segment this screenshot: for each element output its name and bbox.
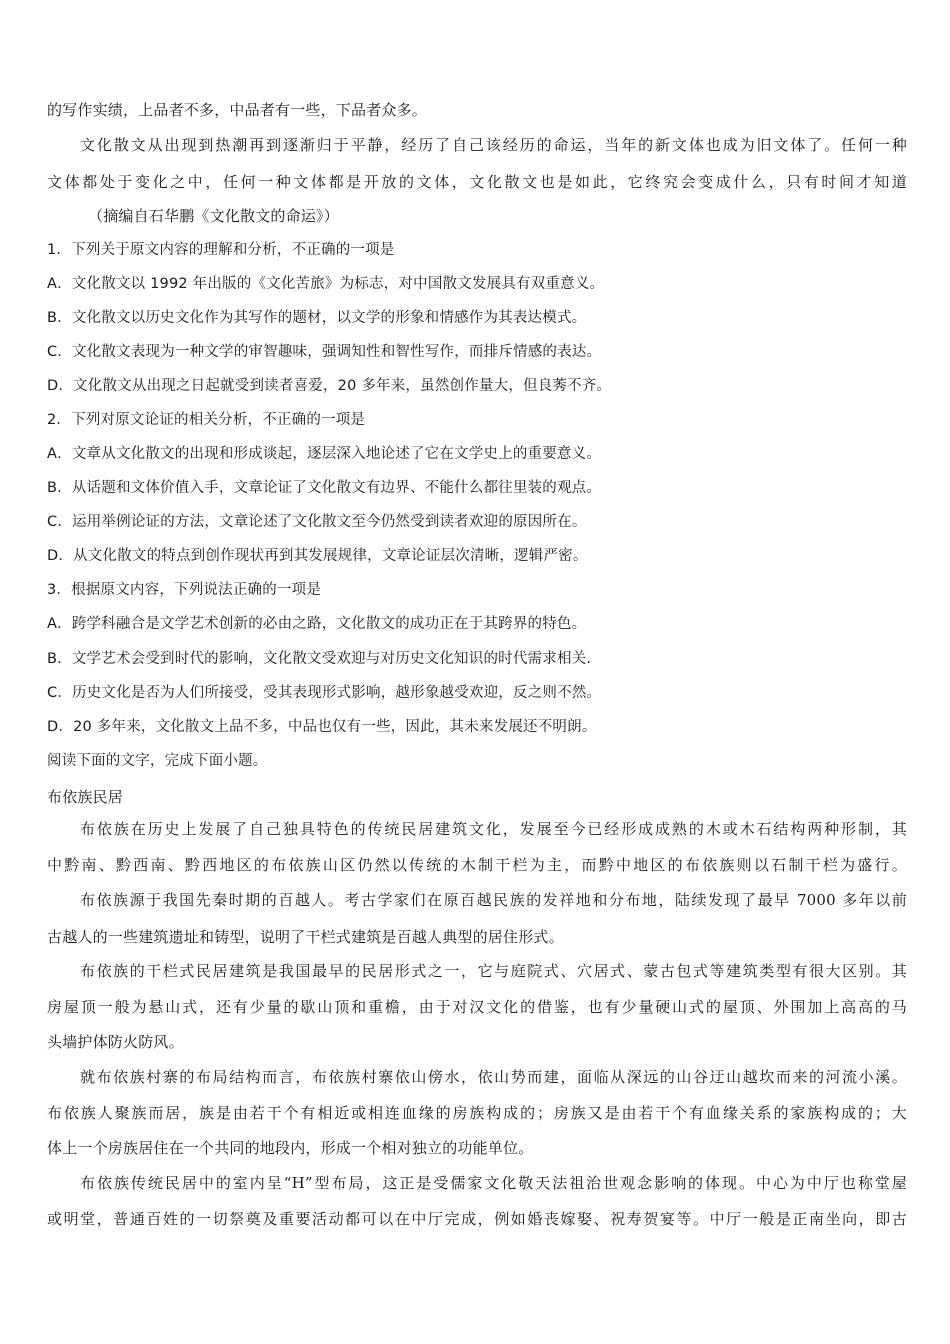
- paragraph-line: 或明堂，普通百姓的一切祭奠及重要活动都可以在中厅完成，例如婚丧嫁娶、祝寿贺宴等。中厅一般是正南坐向，即古: [47, 1210, 907, 1228]
- paragraph-line: 布依族源于我国先秦时期的百越人。考古学家们在原百越民族的发祥地和分布地，陆续发现了最早 7000 多年以前: [80, 891, 907, 909]
- paragraph-line: 布依族传统民居中的室内呈“H”型布局，这正是受儒家文化敬天法祖治世观念影响的体现。中心为中厅也称堂屋: [80, 1174, 907, 1192]
- article-title: 布依族民居: [47, 788, 124, 806]
- question-1-stem: 1．下列关于原文内容的理解和分析，不正确的一项是: [47, 242, 395, 258]
- source-citation: （摘编自石华鹏《文化散文的命运》）: [88, 207, 339, 225]
- question-2-option-d: D．从文化散文的特点到创作现状再到其发展规律，文章论证层次清晰，逻辑严密。: [47, 548, 588, 564]
- paragraph-line: 古越人的一些建筑遗址和铸型，说明了干栏式建筑是百越人典型的居住形式。: [47, 928, 564, 946]
- paragraph-line: 头墙护体防火防风。: [47, 1033, 184, 1051]
- question-1-option-a: A．文化散文以 1992 年出版的《文化苦旅》为标志，对中国散文发展具有双重意义。: [47, 276, 605, 292]
- paragraph-line: 房屋顶一般为悬山式，还有少量的歇山顶和重檐，由于对汉文化的借鉴，也有少量硬山式的屋顶、外围加上高高的马: [47, 998, 907, 1016]
- question-2-option-b: B．从话题和文体价值入手，文章论证了文化散文有边界、不能什么都往里装的观点。: [47, 480, 602, 496]
- question-1-option-b: B．文化散文以历史文化作为其写作的题材，以文学的形象和情感作为其表达模式。: [47, 310, 587, 326]
- question-1-option-c: C．文化散文表现为一种文学的审智趣味，强调知性和智性写作，而排斥情感的表达。: [47, 344, 602, 360]
- paragraph-line: 中黔南、黔西南、黔西地区的布依族山区仍然以传统的木制干栏为主，而黔中地区的布依族则以石制干栏为盛行。: [47, 856, 907, 874]
- paragraph-continuation: 的写作实绩，上品者不多，中品者有一些，下品者众多。: [47, 101, 428, 119]
- reading-instruction: 阅读下面的文字，完成下面小题。: [47, 753, 268, 769]
- question-3-option-b: B．文学艺术会受到时代的影响，文化散文受欢迎与对历史文化知识的时代需求相关.: [47, 651, 592, 667]
- question-1-option-d: D．文化散文从出现之日起就受到读者喜爱，20 多年来，虽然创作量大，但良莠不齐。: [47, 378, 612, 394]
- paragraph-line: 布依族在历史上发展了自己独具特色的传统民居建筑文化，发展至今已经形成成熟的木或木石结构两种形制，其: [80, 820, 907, 838]
- paragraph-line: 文体都处于变化之中，任何一种文体都是开放的文体，文化散文也是如此，它终究会变成什么，只有时间才知道: [47, 173, 907, 191]
- paragraph-line: 就布依族村寨的布局结构而言，布依族村寨依山傍水，依山势而建，面临从深远的山谷迂山越坎而来的河流小溪。: [80, 1068, 907, 1086]
- paragraph-line: 布依族的干栏式民居建筑是我国最早的民居形式之一，它与庭院式、穴居式、蒙古包式等建筑类型有很大区别。其: [80, 962, 907, 980]
- question-3-stem: 3．根据原文内容，下列说法正确的一项是: [47, 582, 322, 598]
- question-2-stem: 2．下列对原文论证的相关分析，不正确的一项是: [47, 412, 366, 428]
- question-3-option-c: C．历史文化是否为人们所接受，受其表现形式影响，越形象越受欢迎，反之则不然。: [47, 685, 602, 701]
- question-3-option-a: A．跨学科融合是文学艺术创新的必由之路，文化散文的成功正在于其跨界的特色。: [47, 616, 587, 632]
- paragraph-line: 布依族人聚族而居，族是由若干个有相近或相连血缘的房族构成的；房族又是由若干个有血缘关系的家族构成的；大: [47, 1104, 907, 1122]
- question-2-option-c: C．运用举例论证的方法，文章论述了文化散文至今仍然受到读者欢迎的原因所在。: [47, 514, 587, 530]
- paragraph-line: 文化散文从出现到热潮再到逐渐归于平静，经历了自己该经历的命运，当年的新文体也成为旧文体了。任何一种: [80, 136, 907, 154]
- question-3-option-d: D．20 多年来，文化散文上品不多，中品也仅有一些，因此，其未来发展还不明朗。: [47, 719, 597, 735]
- paragraph-line: 体上一个房族居住在一个共同的地段内，形成一个相对独立的功能单位。: [47, 1139, 534, 1157]
- question-2-option-a: A．文章从文化散文的出现和形成谈起，逐层深入地论述了它在文学史上的重要意义。: [47, 446, 602, 462]
